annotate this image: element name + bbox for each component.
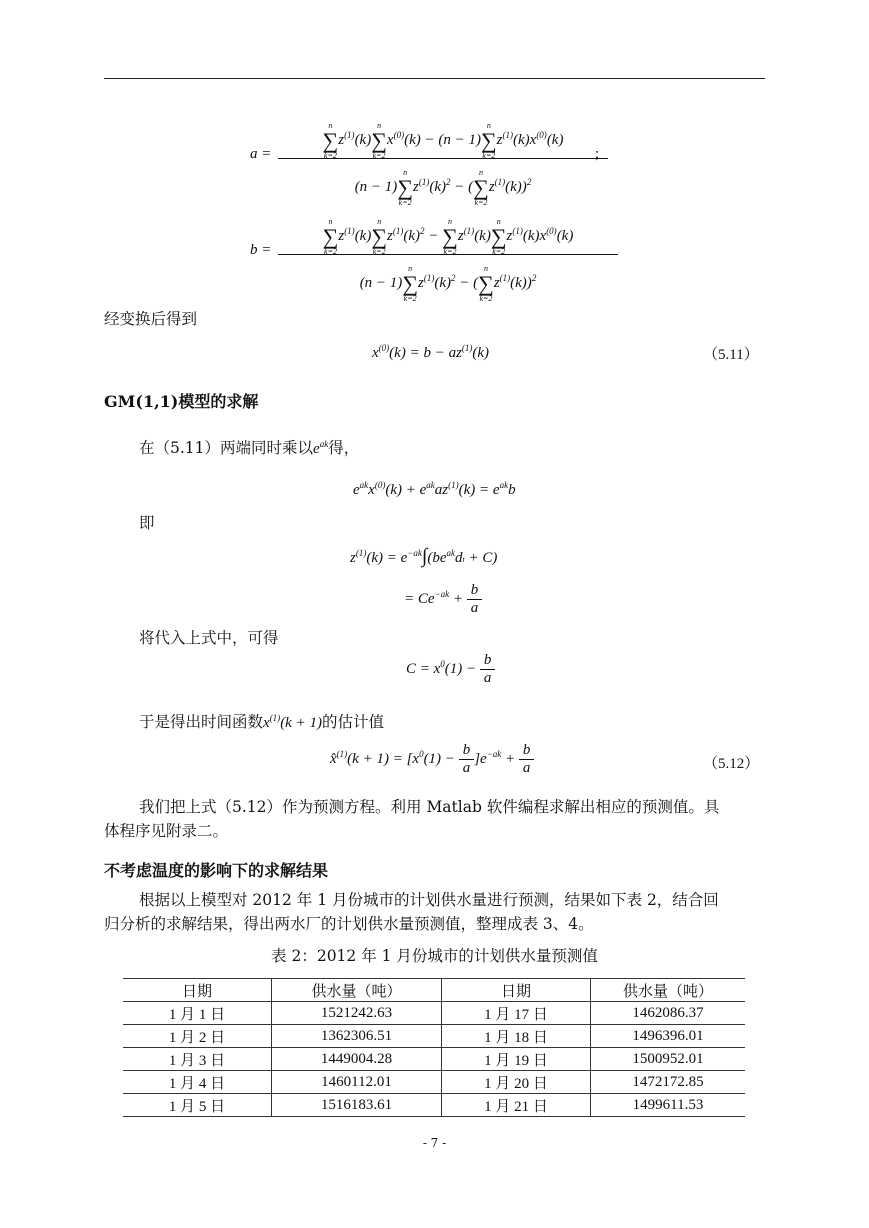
table-caption: 表 2：2012 年 1 月份城市的计划供水量预测值	[271, 947, 598, 965]
paragraph-result-line2: 归分析的求解结果，得出两水厂的计划供水量预测值，整理成表 3、4。	[104, 915, 594, 933]
cell-supply: 1499611.53	[591, 1094, 746, 1117]
section-heading-result: 不考虑温度的影响下的求解结果	[104, 861, 329, 880]
cell-supply: 1462086.37	[591, 1002, 746, 1025]
cell-date: 1 月 18 日	[442, 1025, 591, 1048]
header-date-1: 日期	[123, 979, 272, 1002]
cell-date: 1 月 4 日	[123, 1071, 272, 1094]
cell-supply: 1449004.28	[272, 1048, 442, 1071]
equation-5-12: x̂$^{(1)}$(k + $1) = [x^0(1)$ − $\frac{b}{a}$ ]$e^{-ak}$ + $\frac{b}{a}$	[330, 742, 534, 777]
equation-integral-result: = $Ce^{-ak}$ + $\frac{b}{a}$	[404, 582, 482, 617]
cell-date: 1 月 5 日	[123, 1094, 272, 1117]
equation-c: $C = x^0(1)$ − $\frac{b}{a}$	[406, 652, 495, 687]
header-date-2: 日期	[442, 979, 591, 1002]
cell-date: 1 月 3 日	[123, 1048, 272, 1071]
header-supply-1: 供水量（吨）	[272, 979, 442, 1002]
equation-number-5-12: （5.12）	[703, 756, 760, 772]
paragraph-predict-line1: 我们把上式（5.12）作为预测方程。利用 Matlab 软件编程求解出相应的预测值。具	[139, 798, 720, 816]
cell-date: 1 月 2 日	[123, 1025, 272, 1048]
estimate-pre: 于是得出时间函数	[139, 713, 264, 731]
cell-supply: 1516183.61	[272, 1094, 442, 1117]
paragraph-multiply	[139, 433, 359, 460]
cell-supply: 1496396.01	[591, 1025, 746, 1048]
page-number: - 7 -	[422, 1136, 447, 1150]
table-row	[123, 1048, 745, 1071]
cell-date: 1 月 1 日	[123, 1002, 272, 1025]
cell-supply: 1460112.01	[272, 1071, 442, 1094]
paragraph-estimate	[139, 707, 384, 734]
cell-supply: 1500952.01	[591, 1048, 746, 1071]
paragraph-result-line1: 根据以上模型对 2012 年 1 月份城市的计划供水量进行预测，结果如下表 2，结合回	[139, 891, 719, 909]
cell-date: 1 月 20 日	[442, 1071, 591, 1094]
table-row	[123, 1025, 745, 1048]
formula-a: a = n ∑ k=2 $z^{(1)}(k)$ n ∑ k=2 $x^{(0)}(k) - (n - 1)$ n ∑ k=2 $z^{(1)}(k)x^{(0)}(k)$ (n − 1) n ∑ k=2 $z^{(1)}(k)^2$ − ( n ∑ k=2 $z^{(1)}(k))^2$ ;	[250, 112, 610, 208]
equation-multiplied: $e^{ak}x^{(0)}(k) + e^{ak}az^{(1)}(k) = e^{ak}b$	[353, 480, 516, 498]
table-row	[123, 1002, 745, 1025]
water-supply-table	[123, 978, 745, 1117]
cell-supply: 1472172.85	[591, 1071, 746, 1094]
cell-date: 1 月 17 日	[442, 1002, 591, 1025]
cell-supply: 1362306.51	[272, 1025, 442, 1048]
header-supply-2: 供水量（吨）	[591, 979, 746, 1002]
table-row	[123, 1094, 745, 1117]
formula-b: b = n ∑ k=2 $z^{(1)}(k)$ n ∑ k=2 $z^{(1)}(k)^2$ − n ∑ k=2 $z^{(1)}(k)$ n ∑ k=2 $z^{(1)}(k)x^{(0)}(k)$ (n − 1) n ∑ k=2 $z^{(1)}(k)^2$ − ( n ∑ k=2 $z^{(1)}(k))^2$	[250, 208, 630, 304]
equation-integral: $z^{(1)}(k) = e^{-ak}\int(be^{ak}dt + C)$	[350, 545, 498, 567]
table-header-row	[123, 979, 745, 1002]
after-transform-text: 经变换后得到	[104, 310, 198, 328]
section-heading-gm: GM(1,1)模型的求解	[104, 392, 259, 411]
x1-k-plus-1: $x^{(1)}(k + 1)$	[263, 713, 322, 731]
cell-date: 1 月 19 日	[442, 1048, 591, 1071]
e-ak-symbol: $e^{ak}$	[313, 439, 329, 457]
cell-date: 1 月 21 日	[442, 1094, 591, 1117]
paragraph-multiply-post: 得，	[328, 439, 360, 457]
paragraph-predict-line2: 体程序见附录二。	[104, 822, 229, 840]
substitute-text: 将代入上式中，可得	[139, 629, 279, 647]
header-rule	[104, 78, 765, 79]
table-row	[123, 1071, 745, 1094]
equation-number-5-11: （5.11）	[703, 347, 759, 363]
equation-5-11: $x^{(0)}(k) = b - az^{(1)}(k)$	[372, 343, 490, 361]
paragraph-multiply-pre: 在（5.11）两端同时乘以	[139, 439, 314, 457]
estimate-post: 的估计值	[321, 713, 384, 731]
cell-supply: 1521242.63	[272, 1002, 442, 1025]
ji-text: 即	[139, 514, 155, 532]
